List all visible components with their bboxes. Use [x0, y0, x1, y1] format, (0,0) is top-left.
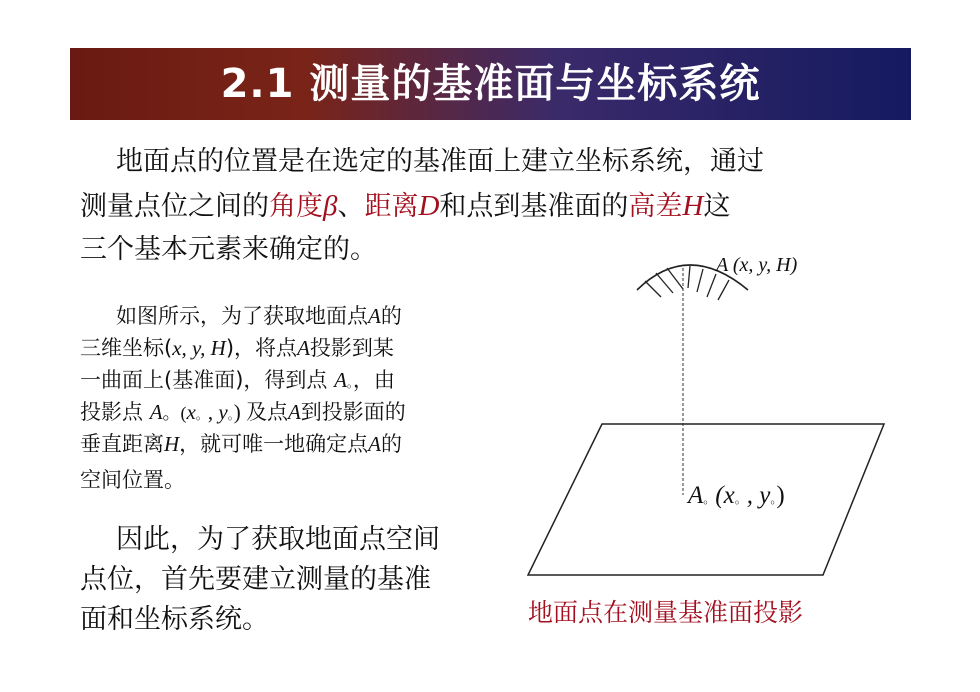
subscript-paren: 。( [162, 403, 187, 423]
intro-text-2j: 这 [703, 191, 731, 222]
label-a0: A [688, 482, 704, 509]
figure-caption: 地面点在测量基准面投影 [528, 598, 804, 627]
label-coords: (x, y, H) [727, 254, 798, 276]
intro-text-2a: 测量点位之间的 [80, 191, 269, 222]
detail-text: 投影点 [80, 400, 150, 424]
detail-text: 的 [381, 432, 402, 456]
intro-text-2g: 和点到基准面的 [439, 191, 629, 222]
symbol-beta: β [323, 190, 338, 222]
subscript-zero: 。 [734, 492, 747, 506]
detail-text: 垂直距离 [80, 432, 164, 456]
conclusion-text: 面和坐标系统。 [80, 604, 269, 635]
point-a: A [368, 432, 381, 456]
point-a: A [297, 336, 310, 360]
term-distance: 距离 [364, 191, 419, 222]
slide-title: 2.1 测量的基准面与坐标系统 [220, 61, 761, 107]
subscript-zero: 。 [346, 376, 353, 390]
detail-text: ，由 [352, 368, 395, 392]
detail-text: ，就可唯一地确定点 [179, 432, 369, 456]
detail-text: 空间位置。 [80, 468, 185, 492]
detail-text: 三维坐标( [80, 336, 173, 360]
intro-text-1: 地面点的位置是在选定的基准面上建立坐标系统，通过 [116, 146, 764, 177]
subscript-zero: 。 [703, 492, 716, 506]
point-a0: A [149, 400, 163, 424]
label-point-a0 [688, 482, 785, 510]
detail-text: )，将点 [225, 336, 298, 360]
detail-text: 如图所示，为了获取地面点 [116, 304, 368, 328]
detail-text: ) 及点 [233, 400, 288, 424]
label-close: ) [776, 482, 785, 509]
label-y0: , y [746, 482, 771, 509]
coord-y: y [218, 400, 228, 424]
term-angle: 角度 [269, 191, 323, 222]
symbol-h: H [682, 190, 704, 222]
label-x0: (x [715, 482, 735, 509]
conclusion-text: 因此，为了获取地面点空间 [116, 524, 440, 555]
subscript-zero: 。 [770, 492, 777, 506]
term-height-diff: 高差 [628, 191, 683, 222]
point-a0: A [334, 368, 347, 392]
coord-x: x [186, 400, 196, 424]
detail-text: 的 [380, 304, 402, 328]
subscript-zero: 。 [195, 408, 208, 422]
intro-sep: 、 [337, 191, 365, 222]
coords-xyh: x, y, H [172, 336, 226, 360]
subscript-zero: 。 [227, 408, 234, 422]
label-point-a [716, 254, 797, 277]
detail-text: 投影到某 [309, 336, 394, 360]
point-a: A [287, 400, 301, 424]
symbol-d: D [418, 190, 440, 222]
label-a: A [716, 254, 728, 276]
intro-text-3: 三个基本元素来确定的。 [80, 234, 377, 265]
conclusion-text: 点位，首先要建立测量的基准 [80, 564, 431, 595]
detail-text: 到投影面的 [300, 400, 406, 424]
comma: , [207, 400, 219, 424]
symbol-h: H [164, 432, 180, 456]
point-a: A [368, 304, 381, 328]
detail-text: 一曲面上(基准面)，得到点 [80, 368, 335, 392]
